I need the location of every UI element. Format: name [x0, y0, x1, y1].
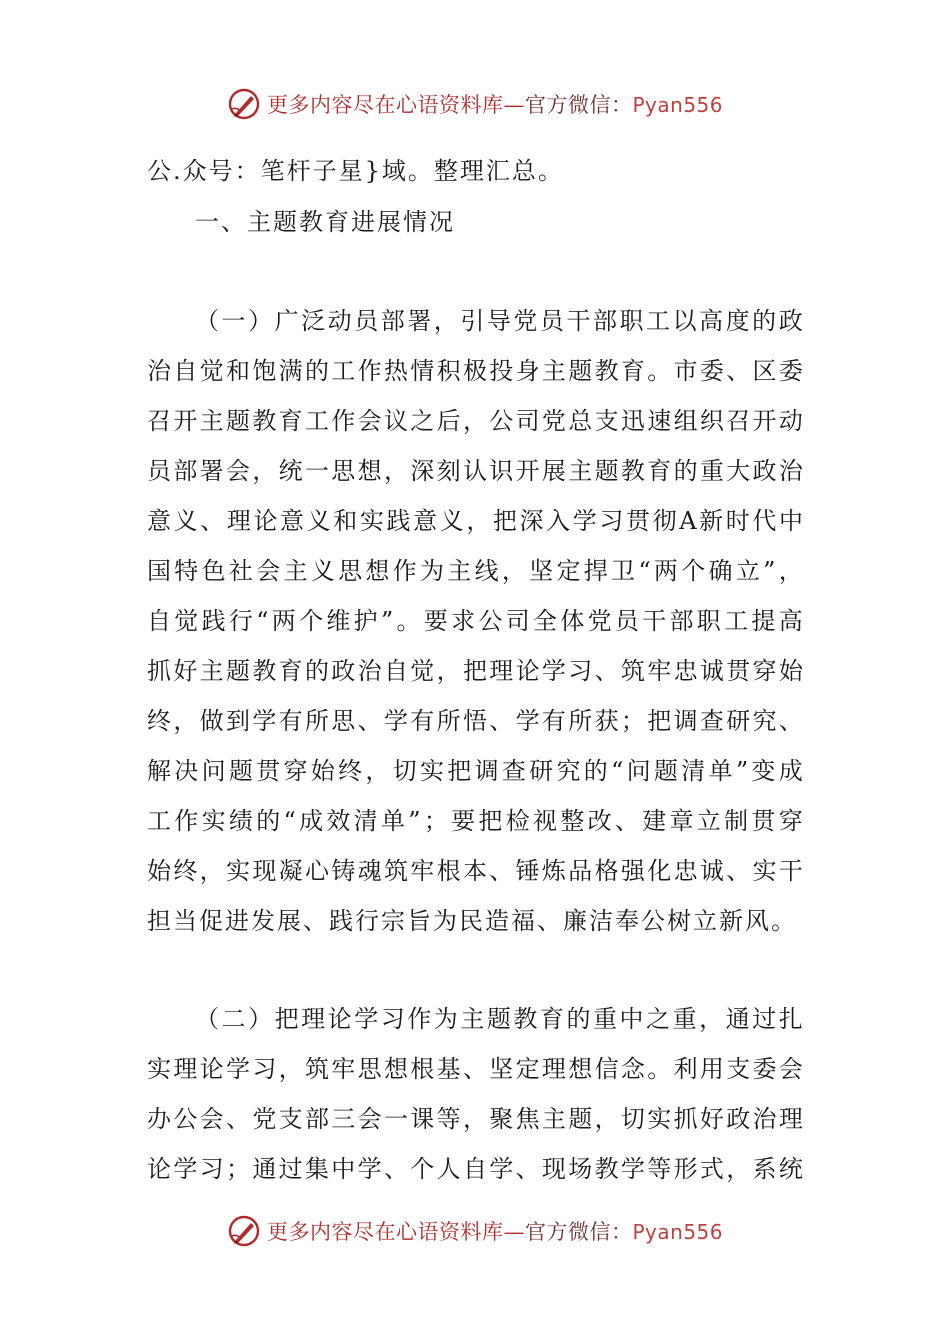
- text-line: 工 作 实 绩 的 “ 成 效 清 单 ” ； 要 把 检 视 整 改 、 建 章 立 制 贯 穿: [147, 807, 803, 835]
- text-line: 治 自 觉 和 饱 满 的 工 作 热 情 积 极 投 身 主 题 教 育 。 市 委 、 区 委: [147, 357, 803, 385]
- text-line: 论 学 习 ； 通 过 集 中 学 、 个 人 自 学 、 现 场 教 学 等 形 式 ， 系 统: [147, 1155, 803, 1183]
- text-line: 员 部 署 会 ， 统 一 思 想 ， 深 刻 认 识 开 展 主 题 教 育 的 重 大 政 治: [147, 457, 803, 485]
- banner-wechat-id: Pyan556: [632, 1220, 723, 1244]
- text-line: 抓 好 主 题 教 育 的 政 治 自 觉 ， 把 理 论 学 习 、 筑 牢 忠 诚 贯 穿 始: [147, 657, 803, 685]
- text-line: 召 开 主 题 教 育 工 作 会 议 之 后 ， 公 司 党 总 支 迅 速 组 织 召 开 动: [147, 407, 803, 435]
- pen-logo-icon: [227, 1214, 261, 1248]
- text-line: 担当促进发展、践行宗旨为民造福、廉洁奉公树立新风。: [147, 907, 797, 935]
- banner-text: [267, 89, 723, 119]
- text-line: 终 ， 做 到 学 有 所 思 、 学 有 所 悟 、 学 有 所 获 ； 把 调 查 研 究 、: [147, 707, 803, 735]
- text-line: 一、主题教育进展情况: [195, 208, 455, 236]
- banner-dash: —: [503, 93, 525, 117]
- text-line: 实 理 论 学 习 ， 筑 牢 思 想 根 基 、 坚 定 理 想 信 念 。 利 用 支 委 会: [147, 1055, 803, 1083]
- text-line: 公.众号：笔杆子星}域。整理汇总。: [147, 157, 564, 185]
- banner-wechat-label: 官方微信：: [524, 1220, 633, 1244]
- text-line: 解 决 问 题 贯 穿 始 终 ， 切 实 把 调 查 研 究 的 “ 问 题 清 单 ” 变 成: [147, 757, 803, 785]
- footer-banner: [0, 1211, 950, 1251]
- header-banner: [0, 84, 950, 124]
- text-line: 办 公 会 、 党 支 部 三 会 一 课 等 ， 聚 焦 主 题 ， 切 实 抓 好 政 治 理: [147, 1105, 803, 1133]
- pen-logo-icon: [227, 87, 261, 121]
- text-line: （ 一 ） 广 泛 动 员 部 署 ， 引 导 党 员 干 部 职 工 以 高 度 的 政: [195, 307, 803, 335]
- banner-wechat-label: 官方微信：: [524, 93, 633, 117]
- text-line: 意 义 、 理 论 意 义 和 实 践 意 义 ， 把 深 入 学 习 贯 彻 A 新 时 代 中: [147, 507, 803, 535]
- text-line: 国 特 色 社 会 主 义 思 想 作 为 主 线 ， 坚 定 捍 卫 “ 两 个 确 立 ” ，: [147, 557, 803, 585]
- text-line: 自 觉 践 行 “ 两 个 维 护 ” 。 要 求 公 司 全 体 党 员 干 部 职 工 提 高: [147, 607, 803, 635]
- text-line: （ 二 ） 把 理 论 学 习 作 为 主 题 教 育 的 重 中 之 重 ， 通 过 扎: [195, 1005, 803, 1033]
- banner-main: 更多内容尽在心语资料库: [266, 1220, 504, 1244]
- text-line: 始 终 ， 实 现 凝 心 铸 魂 筑 牢 根 本 、 锤 炼 品 格 强 化 忠 诚 、 实 干: [147, 857, 803, 885]
- banner-wechat-id: Pyan556: [632, 93, 723, 117]
- banner-dash: —: [503, 1220, 525, 1244]
- banner-text: [267, 1216, 723, 1246]
- banner-main: 更多内容尽在心语资料库: [266, 93, 504, 117]
